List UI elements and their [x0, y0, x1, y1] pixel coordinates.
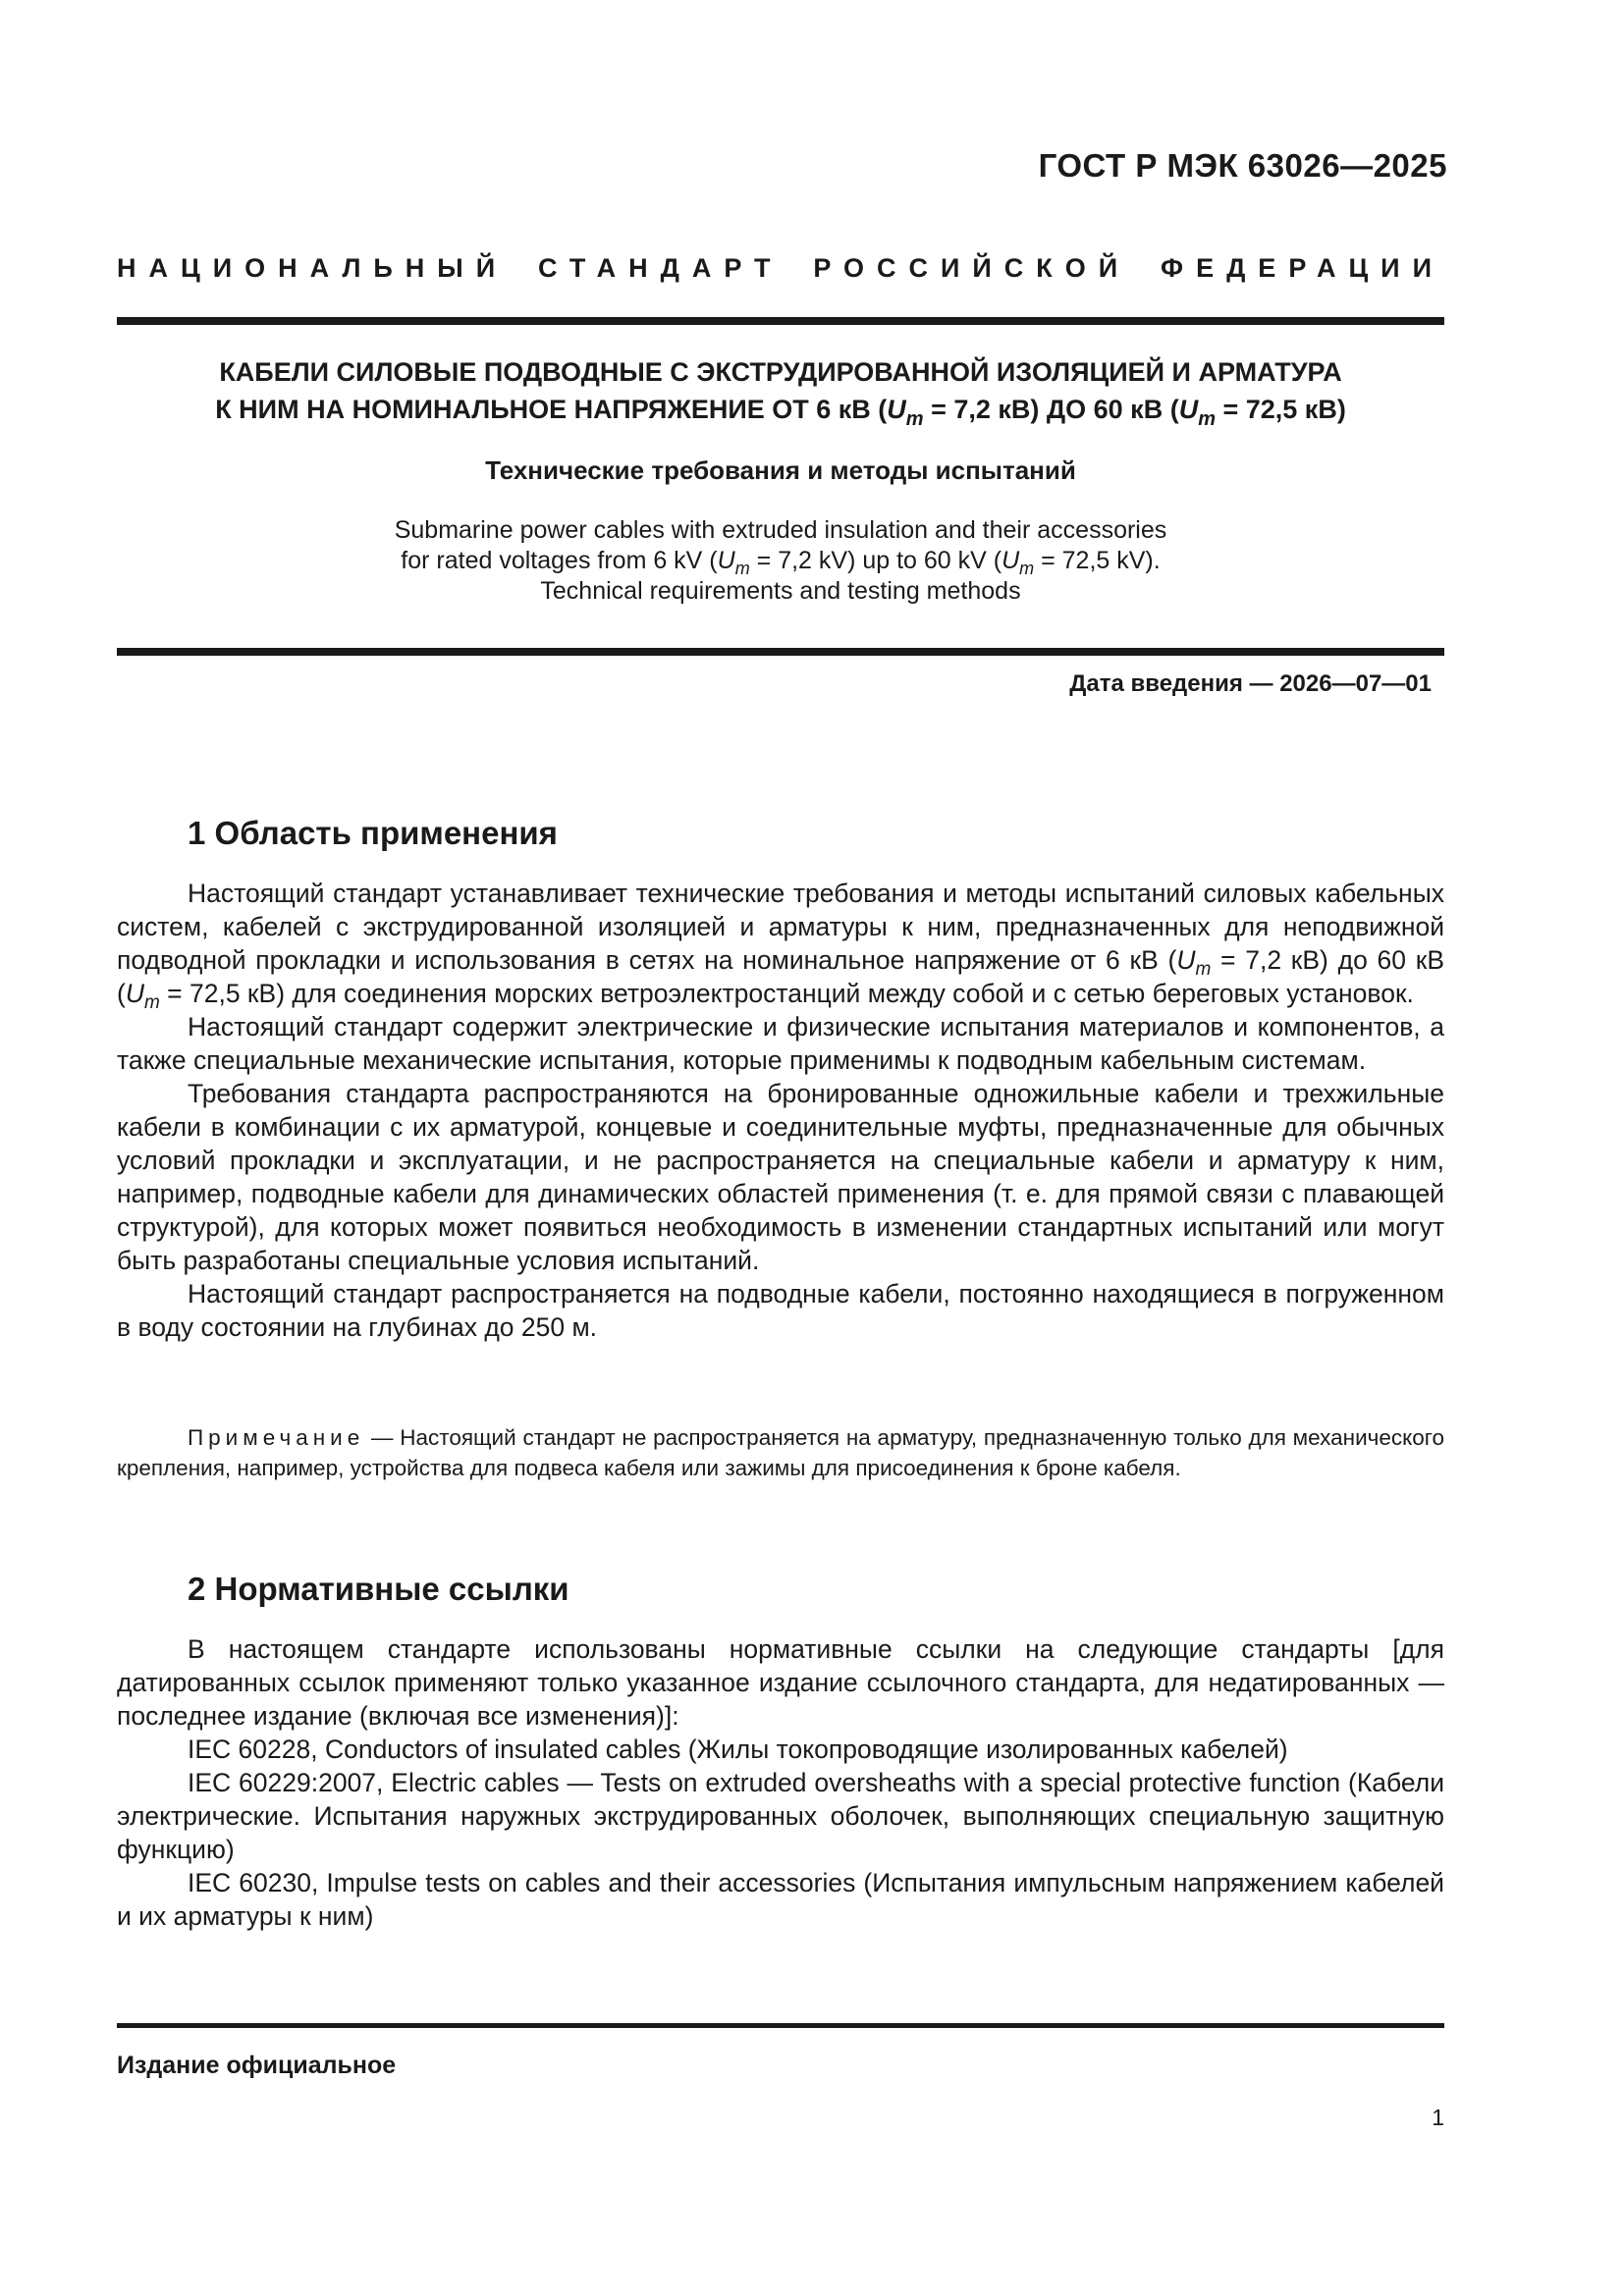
- title-line-2: К НИМ НА НОМИНАЛЬНОЕ НАПРЯЖЕНИЕ ОТ 6 кВ ($U_m = 7,2$ кВ) ДО 60 кВ ($U_m = 72,5$ кВ): [215, 395, 1346, 430]
- section-1-note: [117, 1422, 1444, 1483]
- section-1-paragraph-2: Настоящий стандарт содержит электрические и физические испытания материалов и компонентов, а также специальные механические испытания, которые применимы к подводным кабельным системам.: [117, 1012, 1444, 1075]
- note-label: Примечание: [188, 1425, 365, 1450]
- title-line-1: КАБЕЛИ СИЛОВЫЕ ПОДВОДНЫЕ С ЭКСТРУДИРОВАННОЙ ИЗОЛЯЦИЕЙ И АРМАТУРА: [219, 357, 1342, 387]
- section-2-heading: 2 Нормативные ссылки: [188, 1571, 569, 1607]
- official-edition-label: Издание официальное: [117, 2052, 397, 2079]
- header-rule: [117, 317, 1444, 325]
- reference-iec-60229: IEC 60229:2007, Electric cables — Tests on extruded oversheaths with a special protective function (Кабели электрические. Испытания наружных экструдированных оболочек, выполняющих специальную защитную функцию): [117, 1768, 1444, 1864]
- section-2-body: [117, 1632, 1444, 1933]
- document-subtitle: Технические требования и методы испытаний: [485, 455, 1076, 485]
- english-title-line-1: Submarine power cables with extruded insulation and their accessories: [394, 516, 1167, 544]
- national-standard-banner: НАЦИОНАЛЬНЫЙ СТАНДАРТ РОССИЙСКОЙ ФЕДЕРАЦИИ: [117, 253, 1444, 283]
- section-1-paragraph-1: Настоящий стандарт устанавливает технические требования и методы испытаний силовых кабельных систем, кабелей с экструдированной изоляцией и арматуры к ним, предназначенных для неподвижной подводной прокладки и использования в сетях на номинальное напряжение от 6 кВ ($U_m = 7,2$ кВ) до 60 кВ ($U_m = 72,5$ кВ) для соединения морских ветроэлектростанций между собой и с сетью береговых установок.: [117, 879, 1445, 1013]
- reference-iec-60228: IEC 60228, Conductors of insulated cables (Жилы токопроводящие изолированных кабелей): [188, 1735, 1288, 1764]
- section-1-body: [117, 877, 1444, 1344]
- document-code: ГОСТ Р МЭК 63026—2025: [1038, 147, 1447, 184]
- section-1-paragraph-3: Требования стандарта распространяются на бронированные одножильные кабели и трехжильные кабели в комбинации с их арматурой, концевые и соединительные муфты, предназначенные для обычных условий прокладки и эксплуатации, и не распространяется на специальные кабели и арматуру к ним, например, подводные кабели для динамических областей применения (т. е. для прямой связи с плавающей структурой), для которых может появиться необходимость в изменении стандартных испытаний или могут быть разработаны специальные условия испытаний.: [117, 1079, 1444, 1275]
- footer-rule: [117, 2023, 1444, 2028]
- page-number: 1: [1432, 2105, 1444, 2130]
- note-text: — Настоящий стандарт не распространяется на арматуру, предназначенную только для механического крепления, например, устройства для подвеса кабеля или зажимы для присоединения к броне кабеля.: [117, 1425, 1444, 1480]
- section-1-heading: 1 Область применения: [188, 815, 558, 851]
- title-rule: [117, 648, 1444, 656]
- english-title-line-3: Technical requirements and testing methods: [540, 577, 1021, 605]
- document-title: [117, 353, 1444, 428]
- section-2-paragraph-1: В настоящем стандарте использованы нормативные ссылки на следующие стандарты [для датированных ссылок применяют только указанное издание ссылочного стандарта, для недатированных — последнее издание (включая все изменения)]:: [117, 1634, 1444, 1731]
- english-title-line-2: for rated voltages from 6 kV ($U_m = 7,2$ kV) up to 60 kV ($U_m = 72,5$ kV).: [401, 547, 1161, 578]
- section-1-paragraph-4: Настоящий стандарт распространяется на подводные кабели, постоянно находящиеся в погруженном в воду состоянии на глубинах до 250 м.: [117, 1279, 1444, 1342]
- english-title: [117, 515, 1444, 607]
- reference-iec-60230: IEC 60230, Impulse tests on cables and their accessories (Испытания импульсным напряжением кабелей и их арматуры к ним): [117, 1868, 1444, 1931]
- introduction-date: Дата введения — 2026—07—01: [1069, 670, 1432, 697]
